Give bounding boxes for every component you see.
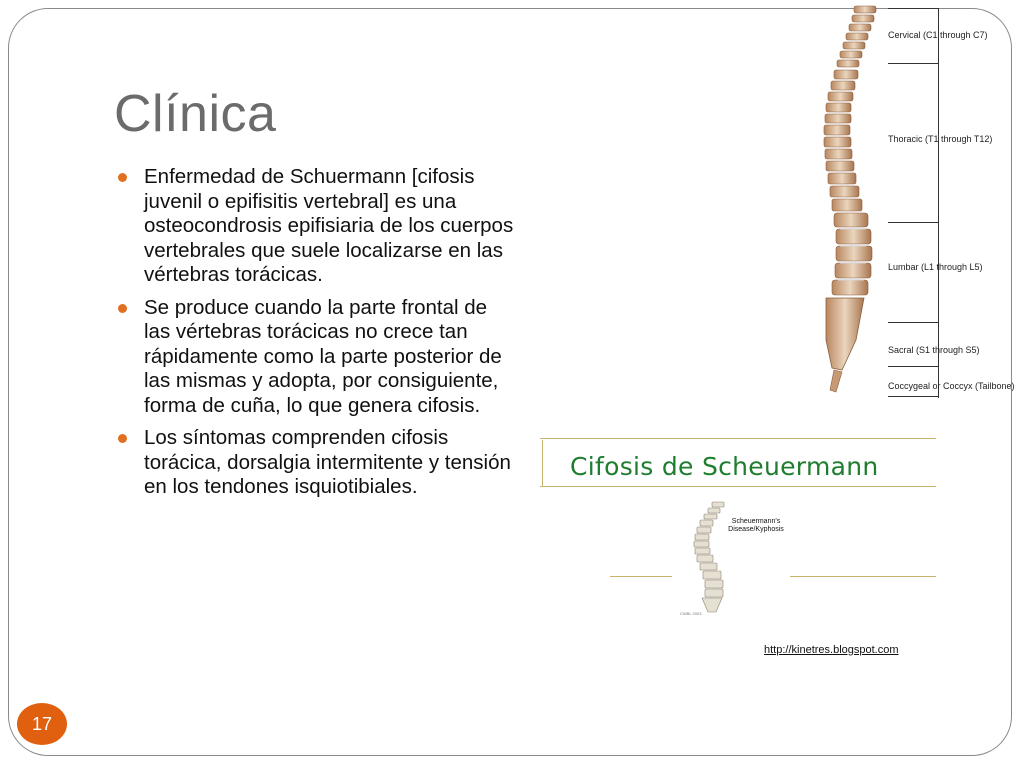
page-number-badge: 17 <box>17 703 67 745</box>
source-link[interactable]: http://kinetres.blogspot.com <box>764 644 899 656</box>
bullet-item <box>118 296 518 419</box>
divider <box>888 222 938 223</box>
vertebrae <box>824 6 876 295</box>
divider <box>888 366 938 367</box>
label-lumbar: Lumbar (L1 through L5) <box>888 262 983 272</box>
inner-label-line: Disease/Kyphosis <box>728 526 784 533</box>
coccyx <box>830 370 842 392</box>
bullet-marker <box>118 173 127 182</box>
slide-title: Clínica <box>114 85 277 143</box>
inner-label <box>724 518 788 534</box>
kyphosis-illustration <box>672 494 790 624</box>
scheuermann-graphic <box>540 436 936 668</box>
bullet-text: Se produce cuando la parte frontal de las vértebras torácicas no crece tan rápidamente como la parte posterior de las mismas y adopta, por consiguiente, forma de cuña, lo que genera cifosis. <box>144 295 502 417</box>
gold-rule <box>540 438 936 439</box>
sacrum <box>826 298 864 370</box>
divider <box>888 8 938 9</box>
inner-label-line: Scheuermann's <box>731 518 781 525</box>
graphic-title: Cifosis de Scheuermann <box>570 452 879 481</box>
label-cervical: Cervical (C1 through C7) <box>888 30 988 40</box>
inner-credit: CWBL 2003 <box>680 611 702 616</box>
spine-diagram <box>806 0 1024 402</box>
bullet-text: Enfermedad de Schuermann [cifosis juvenil o epifisitis vertebral] es una osteocondrosis epifisiaria de los cuerpos vertebrales que suele localizarse en las vértebras torácicas. <box>144 165 514 286</box>
bullet-item <box>118 426 518 500</box>
bullet-marker <box>118 434 127 443</box>
gold-rule <box>540 486 936 487</box>
spine-illustration <box>806 0 886 400</box>
bracket-line <box>938 8 939 398</box>
label-coccyx: Coccygeal or Coccyx (Tailbone) <box>888 381 1015 391</box>
bullet-list <box>118 165 518 508</box>
label-thoracic: Thoracic (T1 through T12) <box>888 134 993 144</box>
bullet-text: Los síntomas comprenden cifosis torácica, dorsalgia intermitente y tensión en los tendones isquiotibiales. <box>144 426 511 498</box>
label-sacral: Sacral (S1 through S5) <box>888 345 980 355</box>
bullet-marker <box>118 304 127 313</box>
divider <box>888 63 938 64</box>
divider <box>888 396 938 397</box>
bullet-item <box>118 165 518 288</box>
gold-rule <box>542 440 543 486</box>
graphic-title-bar <box>540 436 936 488</box>
divider <box>888 322 938 323</box>
